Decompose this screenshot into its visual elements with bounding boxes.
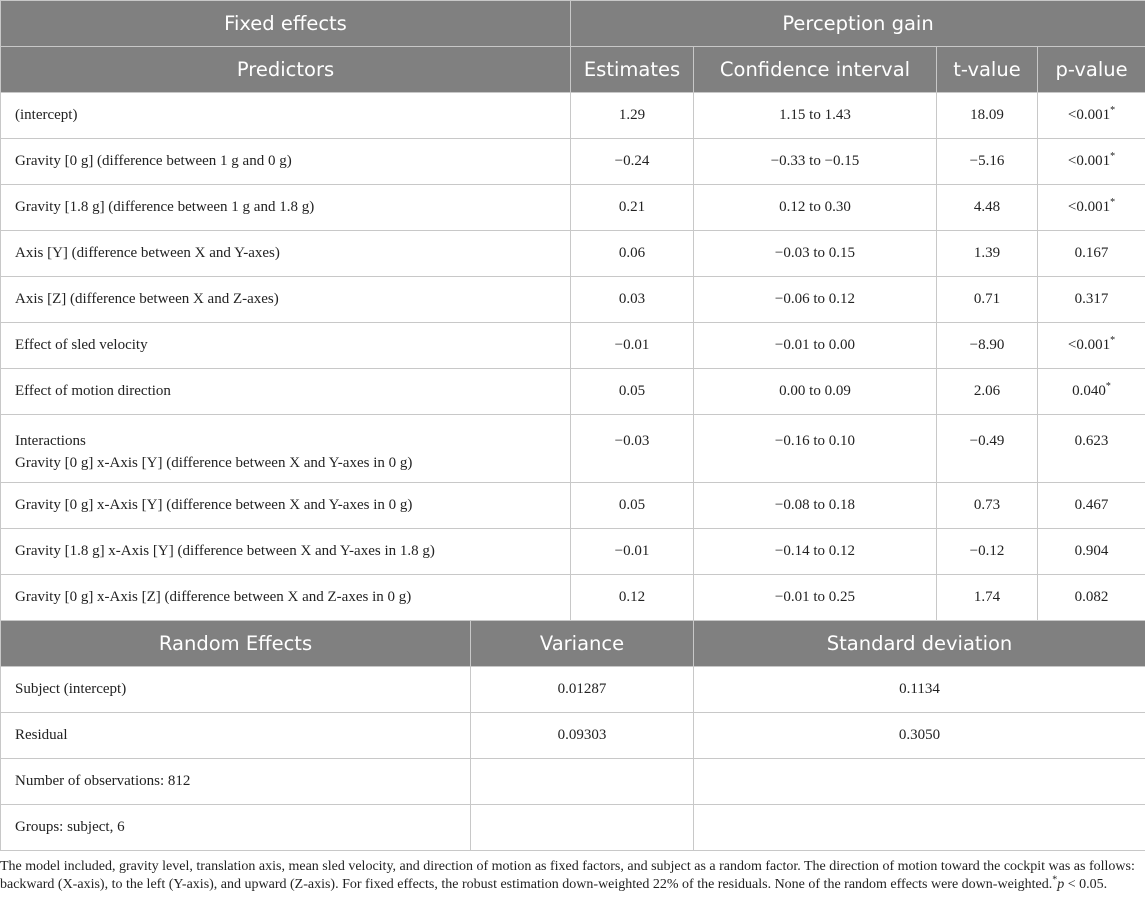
confidence-interval-cell: 0.12 to 0.30 <box>694 185 937 231</box>
predictor-cell: Axis [Z] (difference between X and Z-axes) <box>1 277 571 323</box>
col-header-confidence-interval: Confidence interval <box>694 47 937 93</box>
estimate-cell: 0.05 <box>571 483 694 529</box>
estimate-cell: −0.24 <box>571 139 694 185</box>
random-effect-label: Groups: subject, 6 <box>1 805 471 851</box>
predictor-cell: Gravity [1.8 g] x-Axis [Y] (difference between X and Y-axes in 1.8 g) <box>1 529 571 575</box>
fixed-effect-row <box>1 323 1145 369</box>
fixed-effects-header: Fixed effects <box>1 1 571 47</box>
p-value-cell <box>1038 277 1145 323</box>
standard-deviation-cell <box>694 805 1145 851</box>
random-effects-header: Random Effects <box>1 621 471 667</box>
significance-star: * <box>1105 381 1111 392</box>
estimate-cell: 0.05 <box>571 369 694 415</box>
col-header-estimates: Estimates <box>571 47 694 93</box>
p-value-text: 0.040 <box>1072 383 1106 399</box>
confidence-interval-cell: 0.00 to 0.09 <box>694 369 937 415</box>
p-value-text: <0.001 <box>1067 153 1111 169</box>
standard-deviation-cell: 0.3050 <box>694 713 1145 759</box>
p-value-text: <0.001 <box>1067 107 1111 123</box>
confidence-interval-cell: −0.33 to −0.15 <box>694 139 937 185</box>
col-header-t-value: t-value <box>937 47 1038 93</box>
random-effect-row <box>1 759 1145 805</box>
p-value-cell <box>1038 93 1145 139</box>
random-effect-row <box>1 713 1145 759</box>
significance-star: * <box>1110 105 1116 116</box>
col-header-p-value: p-value <box>1038 47 1145 93</box>
predictor-cell: Effect of motion direction <box>1 369 571 415</box>
predictor-cell <box>1 415 571 483</box>
p-value-text: 0.317 <box>1074 291 1109 307</box>
confidence-interval-cell: −0.01 to 0.25 <box>694 575 937 621</box>
variance-cell: 0.01287 <box>471 667 694 713</box>
fixed-effect-row <box>1 139 1145 185</box>
estimate-cell: 0.06 <box>571 231 694 277</box>
confidence-interval-cell: −0.16 to 0.10 <box>694 415 937 483</box>
predictor-cell: Axis [Y] (difference between X and Y-axes) <box>1 231 571 277</box>
random-effect-row <box>1 667 1145 713</box>
confidence-interval-cell: 1.15 to 1.43 <box>694 93 937 139</box>
t-value-cell: 4.48 <box>937 185 1038 231</box>
fixed-effect-row <box>1 483 1145 529</box>
p-value-cell: 0.904 <box>1038 529 1145 575</box>
estimate-cell: 0.12 <box>571 575 694 621</box>
t-value-cell: 1.74 <box>937 575 1038 621</box>
random-effects-header-row <box>1 621 1145 667</box>
fixed-effect-row <box>1 369 1145 415</box>
p-value-cell: 0.467 <box>1038 483 1145 529</box>
t-value-cell: 1.39 <box>937 231 1038 277</box>
t-value-cell: 0.73 <box>937 483 1038 529</box>
estimate-cell: 1.29 <box>571 93 694 139</box>
estimate-cell: 0.03 <box>571 277 694 323</box>
random-effect-label: Subject (intercept) <box>1 667 471 713</box>
confidence-interval-cell: −0.06 to 0.12 <box>694 277 937 323</box>
fixed-effect-row <box>1 231 1145 277</box>
footnote-p-symbol: p <box>1057 877 1065 892</box>
p-value-cell: 0.082 <box>1038 575 1145 621</box>
p-value-cell: 0.623 <box>1038 415 1145 483</box>
confidence-interval-cell: −0.08 to 0.18 <box>694 483 937 529</box>
p-value-text: <0.001 <box>1067 337 1111 353</box>
predictor-cell: Gravity [0 g] x-Axis [Y] (difference between X and Y-axes in 0 g) <box>1 483 571 529</box>
random-effect-row <box>1 805 1145 851</box>
significance-star: * <box>1110 335 1116 346</box>
random-effect-label: Residual <box>1 713 471 759</box>
footnote-threshold: < 0.05. <box>1064 877 1108 892</box>
predictor-cell: Gravity [1.8 g] (difference between 1 g and 1.8 g) <box>1 185 571 231</box>
t-value-cell: 18.09 <box>937 93 1038 139</box>
variance-header: Variance <box>471 621 694 667</box>
t-value-cell: −0.49 <box>937 415 1038 483</box>
p-value-cell <box>1038 231 1145 277</box>
fixed-effect-row <box>1 93 1145 139</box>
interaction-row <box>1 415 1145 483</box>
estimate-cell: −0.01 <box>571 323 694 369</box>
t-value-cell: 0.71 <box>937 277 1038 323</box>
t-value-cell: 2.06 <box>937 369 1038 415</box>
p-value-cell <box>1038 369 1145 415</box>
col-header-predictors: Predictors <box>1 47 571 93</box>
estimate-cell: −0.03 <box>571 415 694 483</box>
standard-deviation-cell: 0.1134 <box>694 667 1145 713</box>
fixed-effect-row <box>1 575 1145 621</box>
perception-gain-header: Perception gain <box>571 1 1145 47</box>
standard-deviation-header: Standard deviation <box>694 621 1145 667</box>
variance-cell: 0.09303 <box>471 713 694 759</box>
predictor-cell: Effect of sled velocity <box>1 323 571 369</box>
estimate-cell: 0.21 <box>571 185 694 231</box>
interactions-heading: Interactions <box>15 433 86 449</box>
fixed-effect-row <box>1 529 1145 575</box>
footnote-text: The model included, gravity level, translation axis, mean sled velocity, and direction of motion as fixed factors, and subject as a random factor. The direction of motion toward the cockpit was as follows: backward (X-axis), to the left (Y-axis), and upward (Z-axis). For fixed effects, the robust estimation down-weighted 22% of the residuals. None of the random effects were down-weighted. <box>0 859 1135 892</box>
t-value-cell: −5.16 <box>937 139 1038 185</box>
p-value-text: <0.001 <box>1067 199 1111 215</box>
p-value-cell <box>1038 185 1145 231</box>
p-value-text: 0.167 <box>1074 245 1109 261</box>
table-footnote <box>0 851 1145 894</box>
t-value-cell: −8.90 <box>937 323 1038 369</box>
predictor-cell: (intercept) <box>1 93 571 139</box>
interaction-predictor: Gravity [0 g] x-Axis [Y] (difference between X and Y-axes in 0 g) <box>15 455 413 471</box>
fixed-effect-row <box>1 277 1145 323</box>
predictor-cell: Gravity [0 g] (difference between 1 g and 0 g) <box>1 139 571 185</box>
predictor-cell: Gravity [0 g] x-Axis [Z] (difference between X and Z-axes in 0 g) <box>1 575 571 621</box>
standard-deviation-cell <box>694 759 1145 805</box>
footnote-star: * <box>1052 874 1058 886</box>
random-effect-label: Number of observations: 812 <box>1 759 471 805</box>
confidence-interval-cell: −0.14 to 0.12 <box>694 529 937 575</box>
confidence-interval-cell: −0.01 to 0.00 <box>694 323 937 369</box>
significance-star: * <box>1110 197 1116 208</box>
confidence-interval-cell: −0.03 to 0.15 <box>694 231 937 277</box>
t-value-cell: −0.12 <box>937 529 1038 575</box>
estimate-cell: −0.01 <box>571 529 694 575</box>
p-value-cell <box>1038 139 1145 185</box>
variance-cell <box>471 805 694 851</box>
p-value-cell <box>1038 323 1145 369</box>
fixed-effect-row <box>1 185 1145 231</box>
significance-star: * <box>1110 151 1116 162</box>
variance-cell <box>471 759 694 805</box>
